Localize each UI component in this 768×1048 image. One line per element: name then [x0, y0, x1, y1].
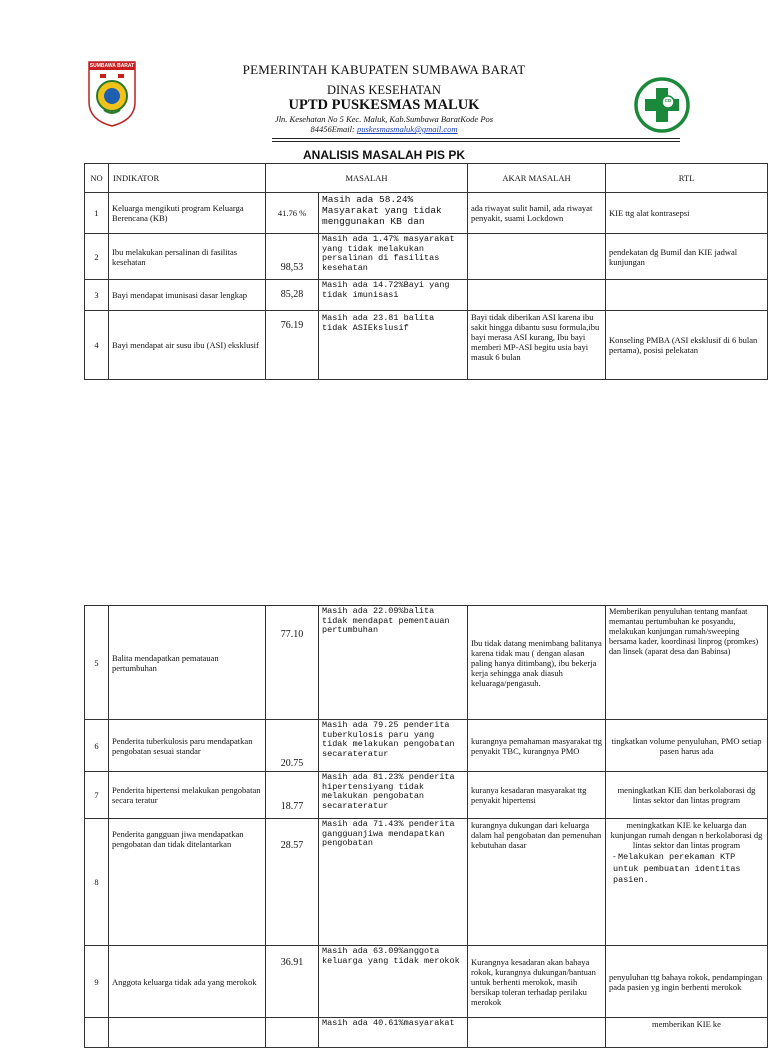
row-masalah: Masih ada 22.09%balita tidak mendapat pementauan pertumbuhan — [319, 606, 468, 720]
row-rtl: Konseling PMBA (ASI eksklusif di 6 bulan pertama), posisi pelekatan — [606, 311, 768, 380]
header-rtl: RTL — [606, 164, 768, 193]
row-no: 9 — [85, 946, 109, 1018]
row-no: 3 — [85, 280, 109, 311]
document-title: ANALISIS MASALAH PIS PK — [302, 148, 465, 162]
health-logo-text: CD — [664, 98, 672, 103]
row-rtl: KIE ttg alat kontrasepsi — [606, 193, 768, 234]
row-rtl: tingkatkan volume penyuluhan, PMO setiap pasen harus ada — [606, 720, 768, 772]
department-name: DINAS KESEHATAN — [327, 83, 441, 97]
row-akar-masalah: Kurangnya kesadaran akan bahaya rokok, kurangnya dukungan/bantuan untuk berhenti merokok, masih bersikap toleran terhadap perilaku merokok — [468, 946, 606, 1018]
row-no: 1 — [85, 193, 109, 234]
table-row — [85, 280, 768, 311]
row-percentage: 98,53 — [266, 234, 319, 280]
row-no: 7 — [85, 772, 109, 819]
row-percentage: 77.10 — [266, 606, 319, 720]
row-indikator: Balita mendapatkan pematauan pertumbuhan — [109, 606, 266, 720]
row-masalah: Masih ada 40.61%masyarakat — [319, 1018, 468, 1048]
table-row — [85, 234, 768, 280]
header-no: NO — [85, 164, 109, 193]
address-line-1: Jln. Kesehatan No 5 Kec. Maluk, Kab.Sumbawa BaratKode Pos — [274, 114, 494, 124]
row-indikator: Bayi mendapat air susu ibu (ASI) eksklusif — [109, 311, 266, 380]
table-row — [85, 1018, 768, 1048]
header-akar-masalah: AKAR MASALAH — [468, 164, 606, 193]
table-row — [85, 193, 768, 234]
row-no: 6 — [85, 720, 109, 772]
row-indikator: Anggota keluarga tidak ada yang merokok — [109, 946, 266, 1018]
row-percentage: 20.75 — [266, 720, 319, 772]
row-indikator: Penderita gangguan jiwa mendapatkan pengobatan dan tidak ditelantarkan — [109, 819, 266, 946]
row-rtl: memberikan KIE ke — [606, 1018, 768, 1048]
address-postcode: 84456Email: — [310, 124, 357, 134]
table-row — [85, 311, 768, 380]
row-masalah: Masih ada 58.24% Masyarakat yang tidak menggunakan KB dan — [319, 193, 468, 234]
row-akar-masalah: kurangnya dukungan dari keluarga dalam hal pengobatan dan pemenuhan kebutuhan dasar — [468, 819, 606, 946]
row-indikator: Penderita hipertensi melakukan pengobatan secara teratur — [109, 772, 266, 819]
analysis-table-page2 — [84, 605, 768, 1048]
table-row — [85, 772, 768, 819]
row-akar-masalah: kuranya kesadaran masyarakat ttg penyakit hipertensi — [468, 772, 606, 819]
table-header-row — [85, 164, 768, 193]
table-row — [85, 720, 768, 772]
row-rtl: penyuluhan ttg bahaya rokok, pendampingan pada pasien yg ingin berhenti merokok — [606, 946, 768, 1018]
email-link[interactable]: puskesmasmaluk@gmail.com — [356, 124, 458, 134]
row-masalah: Masih ada 71.43% penderita gangguanjiwa mendapatkan pengobatan — [319, 819, 468, 946]
row-percentage: 76.19 — [266, 311, 319, 380]
rtl-bullet-item — [609, 851, 764, 886]
row-percentage — [266, 1018, 319, 1048]
table-row — [85, 946, 768, 1018]
logo-banner-text: SUMBAWA BARAT — [89, 63, 135, 69]
analysis-table-page1 — [84, 163, 768, 380]
header-masalah: MASALAH — [266, 164, 468, 193]
table-row — [85, 819, 768, 946]
row-rtl: meningkatkan KIE dan berkolaborasi dg lintas sektor dan lintas program — [606, 772, 768, 819]
row-no: 8 — [85, 819, 109, 946]
row-akar-masalah: Ibu tidak datang menimbang balitanya karena tidak mau ( dengan alasan paling hanya ditimbang), ibu bekerja kerja sehingga anak diasuh keluaraga/pengasuh. — [468, 606, 606, 720]
header-divider-thin — [272, 141, 680, 142]
header-indikator: INDIKATOR — [109, 164, 266, 193]
row-masalah: Masih ada 63.09%anggota keluarga yang tidak merokok — [319, 946, 468, 1018]
row-indikator — [109, 1018, 266, 1048]
rtl-bullet-text: Melakukan perekaman KTP untuk pembuatan identitas pasien. — [613, 852, 741, 885]
row-rtl — [606, 280, 768, 311]
row-no — [85, 1018, 109, 1048]
row-percentage: 28.57 — [266, 819, 319, 946]
row-indikator: Penderita tuberkulosis paru mendapatkan pengobatan sesuai standar — [109, 720, 266, 772]
address-line-2 — [0, 124, 768, 134]
row-rtl: meningkatkan KIE ke keluarga dan kunjungan rumah dengan n berkolaborasi dg lintas sektor dan lintas program — [610, 820, 763, 850]
row-akar-masalah: kurangnya pemahaman masyarakat ttg penyakit TBC, kurangnya PMO — [468, 720, 606, 772]
row-masalah: Masih ada 23.81 balita tidak ASIEkslusif — [319, 311, 468, 380]
row-akar-masalah: ada riwayat sulit hamil, ada riwayat penyakit, suami Lockdown — [468, 193, 606, 234]
row-masalah: Masih ada 1.47% masyarakat yang tidak melakukan persalinan di fasilitas kesehatan — [319, 234, 468, 280]
row-no: 2 — [85, 234, 109, 280]
row-rtl: pendekatan dg Bumil dan KIE jadwal kunjungan — [606, 234, 768, 280]
row-akar-masalah: Bayi tidak diberikan ASI karena ibu sakit hingga dibantu susu formula,ibu bayi merasa ASI kurang, Ibu bayi memberi MP-ASI begitu usia bayi masuk 6 bulan — [468, 311, 606, 380]
row-percentage: 18.77 — [266, 772, 319, 819]
row-percentage: 41.76 % — [266, 193, 319, 234]
row-masalah: Masih ada 81.23% penderita hipertensiyang tidak melakukan pengobatan secarateratur — [319, 772, 468, 819]
row-no: 4 — [85, 311, 109, 380]
row-percentage: 36.91 — [266, 946, 319, 1018]
row-indikator: Ibu melakukan persalinan di fasilitas kesehatan — [109, 234, 266, 280]
table-row — [85, 606, 768, 720]
row-indikator: Keluarga mengikuti program Keluarga Berencana (KB) — [109, 193, 266, 234]
organization-name: UPTD PUSKESMAS MALUK — [288, 97, 480, 113]
row-indikator: Bayi mendapat imunisasi dasar lengkap — [109, 280, 266, 311]
row-akar-masalah — [468, 1018, 606, 1048]
row-akar-masalah — [468, 234, 606, 280]
row-no: 5 — [85, 606, 109, 720]
bullet-icon: - — [613, 851, 618, 861]
government-name: PEMERINTAH KABUPATEN SUMBAWA BARAT — [242, 62, 526, 77]
row-masalah: Masih ada 79.25 penderita tuberkulosis paru yang tidak melakukan pengobatan secarateratur — [319, 720, 468, 772]
row-percentage: 85,28 — [266, 280, 319, 311]
row-akar-masalah — [468, 280, 606, 311]
row-masalah: Masih ada 14.72%Bayi yang tidak imunisasi — [319, 280, 468, 311]
header-divider — [272, 138, 680, 139]
row-rtl-cell — [606, 819, 768, 946]
row-rtl: Memberikan penyuluhan tentang manfaat memantau pertumbuhan ke posyandu, melakukan kunjungan rumah/sweeping bersama kader, koordinasi linprog (promkes) dan linsek (aparat desa dan Babinsa) — [606, 606, 768, 720]
